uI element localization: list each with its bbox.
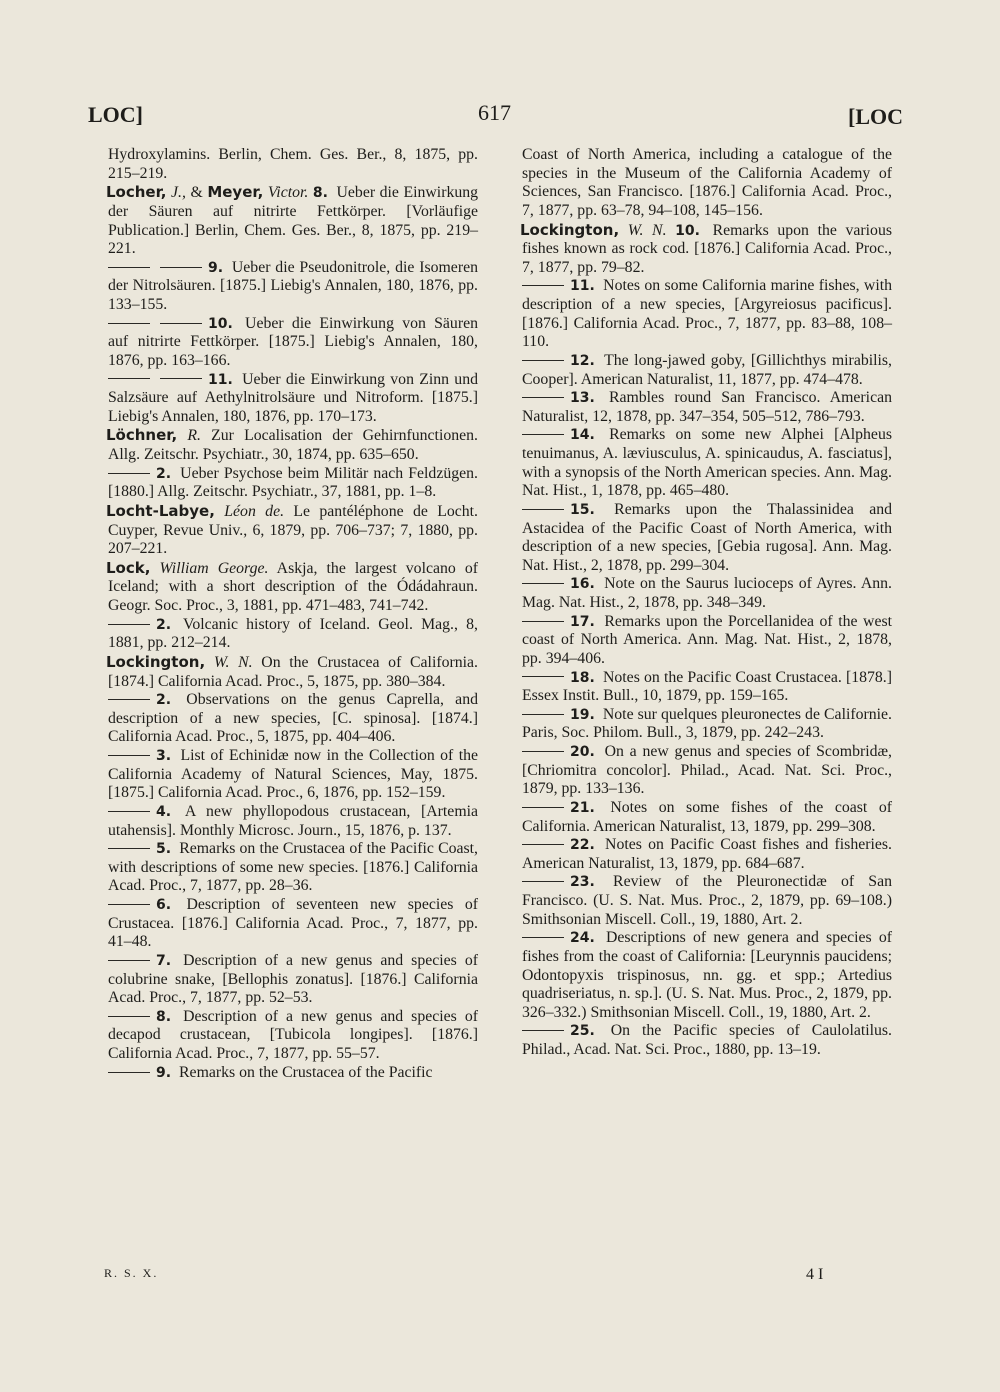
page-header [0,102,1000,142]
entry-text: Remarks on some new Alphei [Alpheus tenuimanus, A. læviusculus, A. spinicaudus, A. fasciatus], with a synopsis of the North American species. Ann. Mag. Nat. Hist., 1, 1878, pp. 465–480. [522,426,892,500]
entry-text: Ueber die Einwirkung der Säuren auf nitrirte Fettkörper. [Vorläufige Publication.] Berlin, Chem. Ges. Ber., 8, 1875, pp. 219–221. [108,184,479,258]
bibliography-entry [106,371,478,427]
bibliography-entry [106,426,478,464]
entry-text: Ueber Psychose beim Militär nach Feldzügen. [1880.] Allg. Zeitschr. Psychiatr., 37, 1881, pp. 1–8. [108,464,478,501]
entry-text: Ueber die Einwirkung von Säuren auf nitrirte Fettkörper. [1875.] Liebig's Annalen, 180, 1876, pp. 163–166. [108,314,478,369]
entry-text: Review of the Pleuronectidæ of San Francisco. (U. S. Nat. Mus. Proc., 2, 1879, pp. 69–108.) Smithsonian Miscell. Coll., 19, 1880, Art. 2. [522,873,892,928]
ditto-dash [108,323,150,324]
bibliography-entry [520,389,892,426]
author-separator: & [185,184,208,202]
entry-number: 11. [208,371,233,388]
entry-text: Remarks upon the Thalassinidea and Astacidea of the Pacific Coast of North America, with description of a new species, [Gebia rugosa]. Ann. Mag. Nat. Hist., 2, 1878, pp. 299–304. [522,500,893,574]
entry-number: 3. [156,748,172,764]
author-given-name: W. N. [213,653,253,671]
bibliography-entry [106,1064,478,1083]
bibliography-entry [520,277,892,352]
entry-text: Volcanic history of Iceland. Geol. Mag., 8, 1881, pp. 212–214. [108,615,478,652]
bibliography-entry [520,221,892,278]
author-given-name: J., [171,184,186,202]
author-name: Locht-Labye, [106,501,215,520]
entry-number: 8. [156,1008,172,1025]
entry-number: 2. [156,692,172,709]
entry-number: 25. [570,1023,595,1040]
entry-number: 17. [570,613,595,630]
ditto-dash [108,960,150,961]
bibliography-entry [520,669,892,706]
ditto-dash [522,1030,564,1031]
ditto-dash [522,397,564,398]
entry-number: 16. [570,576,595,593]
entry-number: 21. [570,799,595,816]
ditto-dash [522,360,564,361]
entry-text: Ueber die Einwirkung von Zinn und Salzsäure auf Aethylnitrolsäure und Nitroform. [1875.] Liebig's Annalen, 180, 1876, pp. 170–173. [108,370,478,425]
signature-mark: R. S. X. [104,1266,159,1280]
ditto-dash [522,881,564,882]
ditto-dash [522,844,564,845]
entry-text: Description of seventeen new species of Crustacea. [1876.] California Acad. Proc., 7, 1877, pp. 41–48. [108,896,478,951]
entry-number: 20. [570,744,595,760]
entry-text: Descriptions of new genera and species of fishes from the coast of California: [Leurynnis paucidens; Odontopyxis trispinosus, nn. gg. et spp.; Artedius quadriseriatus, n. sp.]. (U. S. Nat. Mus. Proc., 2, 1879, pp. 326–332.) Smithsonian Miscell. Coll., 19, 1880, Art. 2. [522,929,892,1021]
entry-number: 2. [156,465,172,482]
ditto-dash [160,267,202,268]
right-column [520,146,892,1060]
entry-text: On the Pacific species of Caulolatilus. Philad., Acad. Nat. Sci. Proc., 1880, pp. 13–19. [522,1022,893,1058]
author-given-name: Léon de. [224,502,285,520]
ditto-dash [160,323,202,324]
author-name: Lockington, [520,220,620,239]
entry-number: 10. [208,315,233,332]
entry-number: 13. [570,390,595,407]
entry-number: 19. [570,706,595,723]
bibliography-entry [106,616,478,653]
entry-number: 6. [156,897,172,913]
ditto-dash [160,378,202,379]
bibliography-entry [106,183,478,259]
bibliography-entry [106,691,478,747]
bibliography-entry [520,501,892,576]
entry-text: List of Echinidæ now in the Collection of the California Academy of Natural Sciences, May, 1875. [1875.] California Acad. Proc., 6, 1876, pp. 152–159. [108,747,478,802]
entry-number: 11. [570,278,595,295]
entry-text: Zur Localisation der Gehirnfunctionen. Allg. Zeitschr. Psychiatr., 30, 1874, pp. 635–650. [108,427,478,463]
bibliography-entry [520,743,892,799]
ditto-dash [522,937,564,938]
ditto-dash [522,583,564,584]
ditto-dash [108,848,150,849]
entry-number: 22. [570,837,595,854]
entry-text: Le pantéléphone de Locht. Cuyper, Revue Univ., 6, 1879, pp. 706–737; 7, 1880, pp. 207–221. [108,502,478,558]
author-name: Locher, [106,183,167,202]
entry-text: Note sur quelques pleuronectes de Californie. Paris, Soc. Philom. Bull., 3, 1879, pp. 242–243. [522,705,893,742]
entry-text: Remarks on the Crustacea of the Pacific Coast, with descriptions of some new species. [1876.] California Acad. Proc., 7, 1877, pp. 28–36. [108,840,479,895]
entry-number: 9. [208,259,224,276]
bibliography-entry [106,502,478,559]
entry-text: A new phyllopodous crustacean, [Artemia utahensis]. Monthly Microsc. Journ., 15, 1876, p. 137. [108,802,479,839]
bibliography-entry [520,799,892,836]
entry-text: Notes on some California marine fishes, with description of a new species, [Argyreiosus pacificus]. [1876.] California Acad. Proc., 7, 1877, pp. 83–88, 108–110. [522,277,892,351]
entry-text: Description of a new genus and species of colubrine snake, [Bellophis zonatus]. [1876.] California Acad. Proc., 7, 1877, pp. 52–53. [108,951,478,1007]
ditto-dash [108,904,150,905]
ditto-dash [108,811,150,812]
entry-number: 4. [156,803,172,820]
ditto-dash [522,285,564,286]
bibliography-entry [106,465,478,502]
entry-text: The long-jawed goby, [Gillichthys mirabilis, Cooper]. American Naturalist, 11, 1877, pp. 474–478. [522,351,892,388]
entry-text: Note on the Saurus lucioceps of Ayres. Ann. Mag. Nat. Hist., 2, 1878, pp. 348–349. [522,575,892,611]
entry-text: Notes on Pacific Coast fishes and fisheries. American Naturalist, 13, 1879, pp. 684–687. [522,836,892,872]
bibliography-entry [106,1008,478,1064]
left-column [106,146,478,1082]
ditto-dash [108,378,150,379]
coauthor-name: Meyer, [207,183,264,202]
entry-number: 9. [156,1064,172,1081]
entry-text: Rambles round San Francisco. American Naturalist, 12, 1878, pp. 347–354, 505–512, 786–793. [522,389,892,425]
bibliography-entry [106,747,478,803]
author-given-name: William George. [159,559,269,577]
bibliography-entry [520,146,892,221]
entry-text: Observations on the genus Caprella, and description of a new species, [C. spinosa]. [1874.] California Acad. Proc., 5, 1875, pp. 404–406. [108,691,478,746]
bibliography-entry [520,426,892,501]
ditto-dash [108,699,150,700]
author-given-name: R. [187,427,201,445]
bibliography-entry [106,896,478,952]
entry-text: Description of a new genus and species of decapod crustacean, [Tubicola longipes]. [1876.] California Acad. Proc., 7, 1877, pp. 55–57. [108,1007,478,1062]
bibliography-entry [520,706,892,743]
ditto-dash [522,509,564,510]
bibliography-entry [106,840,478,896]
ditto-dash [108,473,150,474]
entry-text: Notes on some fishes of the coast of California. American Naturalist, 13, 1879, pp. 299–308. [522,798,892,835]
bibliography-entry [520,613,892,669]
bibliography-entry [520,575,892,612]
entry-number: 15. [570,501,595,518]
ditto-dash [108,624,150,625]
coauthor-given-name: Victor. [267,184,309,202]
entry-number: 8. [312,185,328,202]
entry-text: On a new genus and species of Scombridæ, [Chriomitra concolor]. Philad., Acad. Nat. Sci. Proc., 1879, pp. 133–136. [522,743,892,798]
entry-text: Askja, the largest volcano of Iceland; with a short description of the Ódádahraun. Geogr. Soc. Proc., 3, 1881, pp. 471–483, 741–742. [108,559,479,614]
bibliography-entry [106,259,478,315]
entry-text: Notes on the Pacific Coast Crustacea. [1878.] Essex Instit. Bull., 10, 1879, pp. 159–165. [522,668,893,705]
entry-number: 23. [570,874,595,891]
entry-number: 10. [675,222,700,239]
ditto-dash [522,807,564,808]
ditto-dash [108,755,150,756]
ditto-dash [522,434,564,435]
ditto-dash [522,676,564,677]
bibliography-entry [106,315,478,371]
bibliography-entry [520,836,892,873]
ditto-dash [108,1016,150,1017]
author-name: Lockington, [106,652,206,671]
bibliography-entry [106,952,478,1008]
entry-text: Coast of North America, including a catalogue of the species in the Museum of the California Academy of Sciences, San Francisco. [1876.] California Acad. Proc., 7, 1877, pp. 63–78, 94–108, 145–156. [522,146,892,219]
bibliography-entry [106,559,478,616]
entry-number: 24. [570,930,595,947]
ditto-dash [522,714,564,715]
entry-number: 14. [570,427,595,444]
ditto-dash [522,621,564,622]
entry-text: Ueber die Pseudonitrole, die Isomeren der Nitrolsäuren. [1875.] Liebig's Annalen, 180, 1876, pp. 133–155. [108,258,478,313]
bibliography-entry [106,653,478,691]
ditto-dash [522,751,564,752]
page-number: 617 [478,100,511,125]
bibliography-entry [520,929,892,1022]
entry-number: 2. [156,616,172,633]
entry-number: 5. [156,841,172,858]
author-name: Löchner, [106,426,178,445]
running-head-right: [LOC [848,104,903,129]
entry-text: Remarks upon the Porcellanidea of the west coast of North America. Ann. Mag. Nat. Hist., 2, 1878, pp. 394–406. [522,612,893,667]
bibliography-entry [520,352,892,389]
entry-text: Hydroxylamins. Berlin, Chem. Ges. Ber., 8, 1875, pp. 215–219. [108,146,478,182]
entry-text: Remarks upon the various fishes known as rock cod. [1876.] California Acad. Proc., 7, 1877, pp. 79–82. [522,221,892,276]
ditto-dash [108,1072,150,1073]
ditto-dash [108,267,150,268]
bibliography-entry [106,803,478,840]
author-given-name: W. N. [627,221,667,239]
sheet-number: 4 I [806,1266,824,1283]
entry-text: On the Crustacea of California. [1874.] California Acad. Proc., 5, 1875, pp. 380–384. [108,653,478,690]
entry-number: 7. [156,952,172,969]
author-name: Lock, [106,558,151,577]
entry-number: 18. [570,669,595,686]
bibliography-entry [106,146,478,183]
entry-number: 12. [570,352,595,369]
entry-text: Remarks on the Crustacea of the Pacific [179,1063,433,1081]
bibliography-entry [520,1022,892,1059]
running-head-left: LOC] [88,102,143,127]
bibliography-entry [520,873,892,929]
